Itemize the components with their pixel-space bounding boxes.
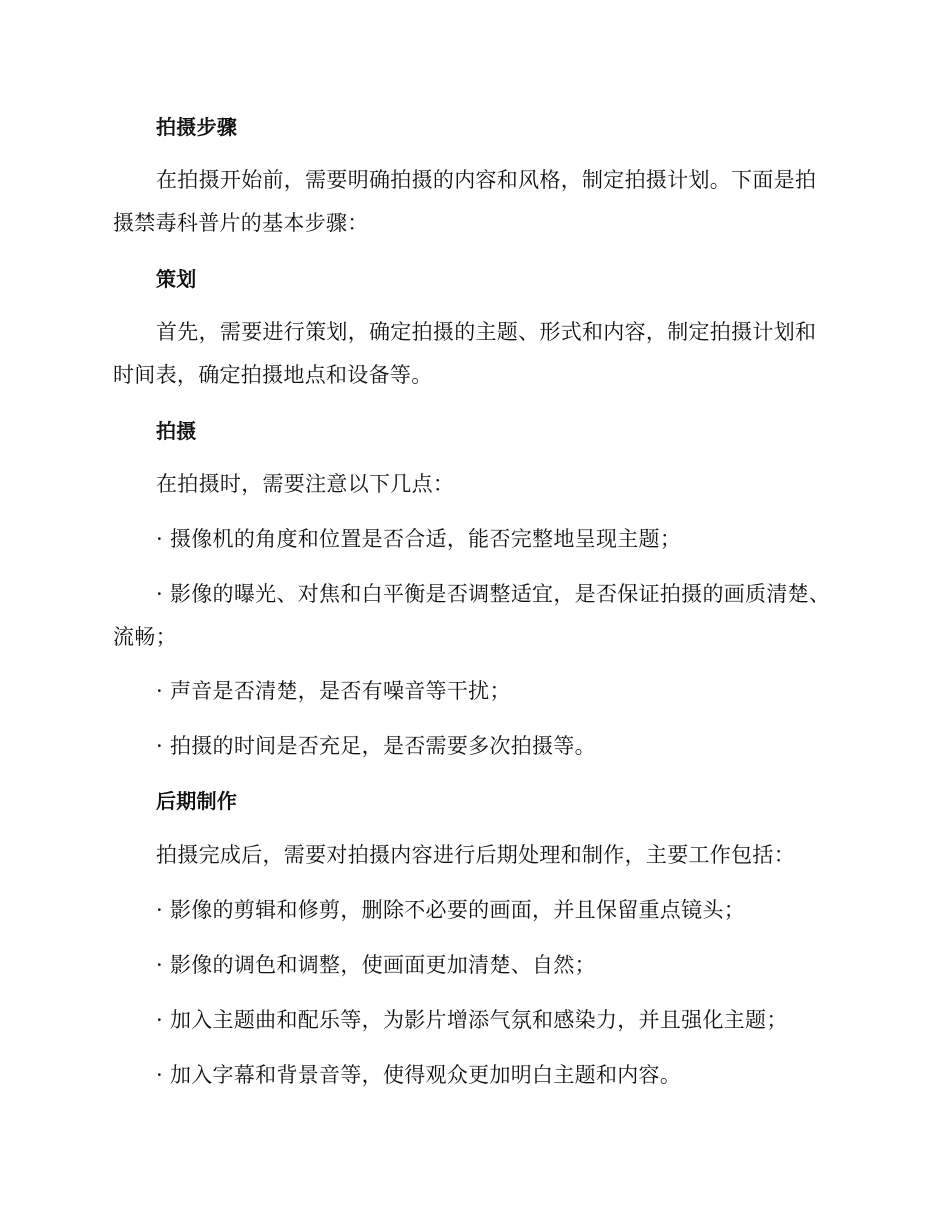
section-heading-post-production: 后期制作	[156, 789, 238, 813]
section-heading-shooting-steps: 拍摄步骤	[156, 115, 238, 139]
list-item-filming-3: · 声音是否清楚，是否有噪音等干扰；	[156, 679, 511, 703]
paragraph-post-production-intro: 拍摄完成后，需要对拍摄内容进行后期处理和制作，主要工作包括：	[156, 843, 795, 867]
paragraph-filming-intro: 在拍摄时，需要注意以下几点：	[156, 472, 455, 496]
paragraph-shooting-steps-intro: 在拍摄开始前，需要明确拍摄的内容和风格，制定拍摄计划。下面是拍摄禁毒科普片的基本步骤：	[113, 168, 817, 235]
list-item-post-2: · 影像的调色和调整，使画面更加清楚、自然；	[156, 953, 596, 977]
list-item-post-4: · 加入字幕和背景音等，使得观众更加明白主题和内容。	[156, 1063, 682, 1087]
paragraph-planning-intro: 首先，需要进行策划，确定拍摄的主题、形式和内容，制定拍摄计划和时间表，确定拍摄地点和设备等。	[113, 320, 817, 387]
list-item-filming-1: · 摄像机的角度和位置是否合适，能否完整地呈现主题；	[156, 527, 682, 551]
list-item-filming-4: · 拍摄的时间是否充足，是否需要多次拍摄等。	[156, 734, 596, 758]
list-item-filming-2: · 影像的曝光、对焦和白平衡是否调整适宜，是否保证拍摄的画质清楚、流畅；	[113, 582, 831, 649]
section-heading-filming: 拍摄	[156, 419, 197, 443]
list-item-post-1: · 影像的剪辑和修剪，删除不必要的画面，并且保留重点镜头；	[156, 898, 746, 922]
list-item-post-3: · 加入主题曲和配乐等，为影片增添气氛和感染力，并且强化主题；	[156, 1008, 788, 1032]
section-heading-planning: 策划	[156, 267, 197, 291]
